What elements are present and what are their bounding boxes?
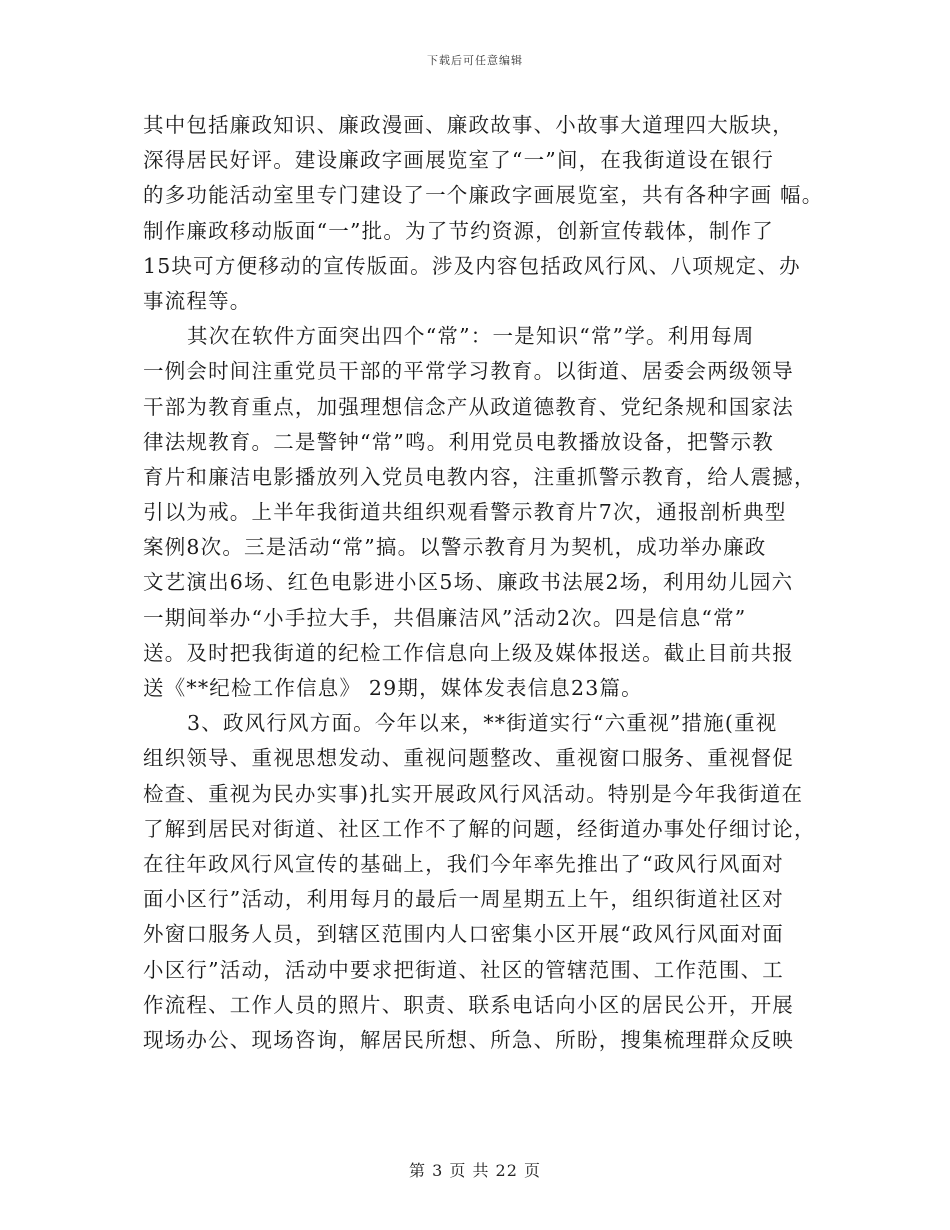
text-line: 送《**纪检工作信息》 29期，媒体发表信息23篇。 [143, 676, 643, 700]
text-line: 组织领导、重视思想发动、重视问题整改、重视窗口服务、重视督促 [143, 746, 794, 771]
text-line: 引以为戒。上半年我街道共组织观看警示教育片7次，通报剖析典型 [143, 500, 787, 525]
text-line: 律法规教育。二是警钟“常”鸣。利用党员电教播放设备，把警示教 [143, 429, 774, 454]
text-line: 面小区行”活动，利用每月的最后一周星期五上午，组织街道社区对 [143, 887, 784, 912]
text-line: 一例会时间注重党员干部的平常学习教育。以街道、居委会两级领导 [143, 359, 794, 384]
text-line: 在往年政风行风宣传的基础上，我们今年率先推出了“政风行风面对 [143, 851, 784, 876]
text-line: 送。及时把我街道的纪检工作信息向上级及媒体报送。截止目前共报 [143, 640, 794, 665]
text-line: 小区行”活动，活动中要求把街道、社区的管辖范围、工作范围、工 [143, 957, 784, 982]
text-line: 作流程、工作人员的照片、职责、联系电话向小区的居民公开，开展 [143, 992, 794, 1017]
text-line: 其中包括廉政知识、廉政漫画、廉政故事、小故事大道理四大版块， [143, 113, 794, 137]
text-line: 干部为教育重点，加强理想信念产从政道德教育、党纪条规和国家法 [143, 394, 794, 419]
text-line: 事流程等。 [143, 288, 252, 313]
page-number-footer: 第 3 页 共 22 页 [409, 1161, 541, 1180]
text-line: 的多功能活动室里专门建设了一个廉政字画展览室，共有各种字画 幅。 [143, 183, 824, 208]
page-header: 下载后可任意编辑 [427, 54, 523, 67]
text-line: 育片和廉洁电影播放列入党员电教内容，注重抓警示教育，给人震撼， [143, 464, 816, 489]
text-line: 深得居民好评。建设廉政字画展览室了“一”间，在我街道设在银行 [143, 148, 774, 173]
text-line: 制作廉政移动版面“一”批。为了节约资源，创新宣传载体，制作了 [143, 218, 774, 243]
text-line: 案例8次。三是活动“常”搞。以警示教育月为契机，成功举办廉政 [143, 535, 767, 560]
text-line: 文艺演出6场、红色电影进小区5场、廉政书法展2场，利用幼儿园六 [143, 570, 794, 595]
text-line: 现场办公、现场咨询，解居民所想、所急、所盼，搜集梳理群众反映 [143, 1027, 794, 1052]
paragraph-start-line: 3、政风行风方面。今年以来，**街道实行“六重视”措施(重视 [187, 711, 778, 736]
text-line: 外窗口服务人员，到辖区范围内人口密集小区开展“政风行风面对面 [143, 922, 784, 947]
text-line: 检查、重视为民办实事)扎实开展政风行风活动。特别是今年我街道在 [143, 781, 804, 806]
text-line: 15块可方便移动的宣传版面。涉及内容包括政风行风、八项规定、办 [143, 253, 801, 278]
document-body [143, 108, 823, 1058]
paragraph-start-line: 其次在软件方面突出四个“常”：一是知识“常”学。利用每周 [187, 324, 755, 349]
text-line: 一期间举办“小手拉大手，共倡廉洁风”活动2次。四是信息“常” [143, 605, 747, 630]
text-line: 了解到居民对街道、社区工作不了解的问题，经街道办事处仔细讨论， [143, 816, 816, 841]
